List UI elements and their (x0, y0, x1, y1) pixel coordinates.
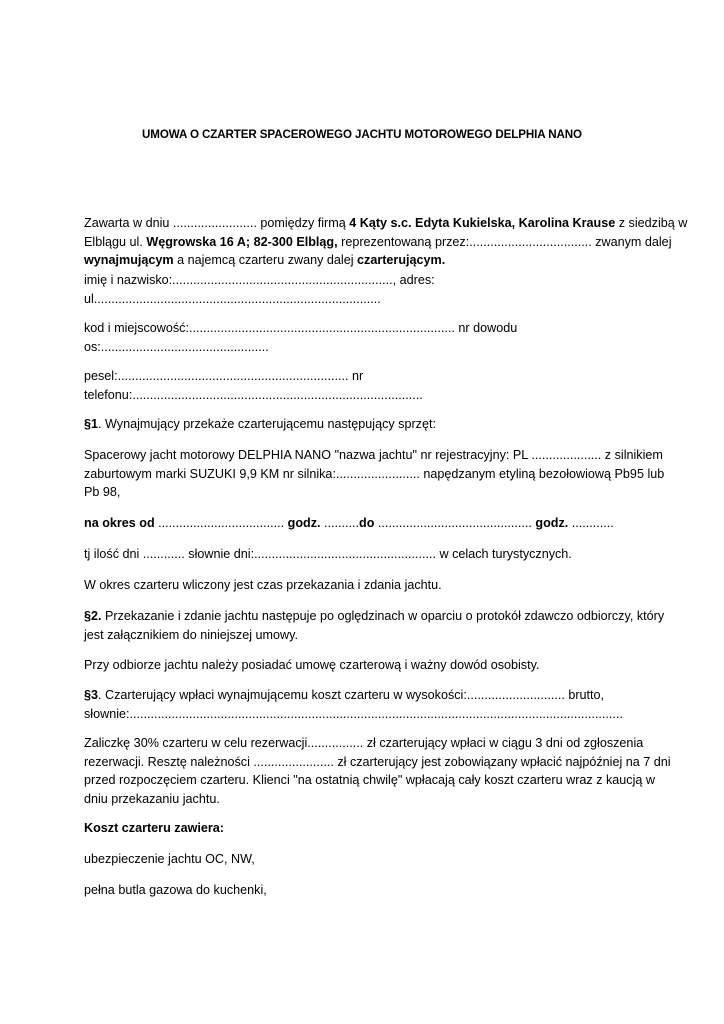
charterer-term: czarterującym. (357, 253, 446, 268)
pesel-line: pesel:.................................................................. nr (84, 369, 364, 383)
cost-item (84, 881, 646, 900)
handover-text: W okres czarteru wliczony jest czas przekazania i zdania jachtu. (84, 578, 442, 592)
id-line: os:................................................ (84, 339, 269, 354)
days-line (84, 545, 646, 564)
cost-item (84, 850, 646, 869)
section-text: jest załącznikiem do niniejszej umowy. (84, 627, 298, 642)
amount-words-line: słownie:............................................................................................................................................. (84, 706, 623, 721)
charter-period (84, 514, 646, 533)
street-line: ul.................................................................................. (84, 291, 381, 306)
document-title: UMOWA O CZARTER SPACEROWEGO JACHTU MOTOROWEGO DELPHIA NANO (142, 128, 582, 141)
name-line: imię i nazwisko:..............................................................., adres: (84, 273, 435, 287)
section-number: §1 (84, 417, 99, 431)
intro-text: z siedzibą w (615, 216, 688, 230)
intro-text: Elblągu ul. (84, 234, 147, 249)
period-label: na okres od (84, 516, 155, 530)
period-dots: ............................................ (374, 516, 536, 530)
period-dots: ............ (568, 516, 614, 530)
section-text: Przekazanie i zdanie jachtu następuje po oględzinach w oparciu o protokół zdawczo odbiorczy, który (101, 609, 665, 623)
intro-text: reprezentowaną przez:................................... zwanym dalej (337, 234, 672, 249)
phone-line: telefonu:................................................................................... (84, 387, 423, 402)
deposit-line: Zaliczkę 30% czarteru w celu rezerwacji................ zł czarterujący wpłaci w ciągu 3 dni od zgłoszenia (84, 736, 644, 750)
costs-heading (84, 819, 646, 838)
period-dots: .................................... (154, 516, 288, 530)
section-2 (84, 607, 665, 644)
yacht-line: Pb 98, (84, 485, 121, 500)
deposit-line: przed rozpoczęciem czarteru. Klienci "na ostatnią chwilę" wpłacają cały koszt czarteru wraz z kaucją w (84, 773, 655, 788)
intro-text: Zawarta w dniu ........................ pomiędzy firmą (84, 216, 350, 230)
deposit-paragraph (84, 734, 671, 808)
section-text: . Wynajmujący przekaże czarterującemu następujący sprzęt: (98, 417, 436, 431)
section-1-heading (84, 415, 646, 434)
yacht-line: zaburtowym marki SUZUKI 9,9 KM nr silnika:........................ napędzanym etyliną bezołowiową Pb95 lub (84, 466, 665, 481)
to-label: do (359, 516, 375, 530)
deposit-line: dniu przekazaniu jachtu. (84, 791, 220, 806)
city-id-field (84, 319, 646, 356)
intro-text: a najemcą czarteru zwany dalej (173, 253, 358, 268)
yacht-description (84, 446, 665, 502)
handover-included (84, 576, 646, 595)
documents-required (84, 656, 646, 675)
company-address: Węgrowska 16 A; 82-300 Elbląg, (146, 234, 338, 249)
lessor-term: wynajmującym (84, 253, 174, 268)
section-text: . Czarterujący wpłaci wynajmującemu koszt czarteru w wysokości:............................ brutto, (98, 688, 605, 702)
name-address-field (84, 271, 646, 308)
documents-text: Przy odbiorze jachtu należy posiadać umowę czarterową i ważny dowód osobisty. (84, 658, 540, 672)
section-number: §2. (84, 609, 102, 623)
section-number: §3 (84, 688, 99, 702)
deposit-line: rezerwacji. Resztę należności ....................... zł czarterujący jest zobowiązany wpłacić najpóźniej na 7 dni (84, 754, 671, 769)
yacht-line: Spacerowy jacht motorowy DELPHIA NANO "nazwa jachtu" nr rejestracyjny: PL .................... z silnikiem (84, 448, 663, 462)
intro-paragraph (84, 214, 688, 270)
pesel-phone-field (84, 367, 646, 404)
hour-label: godz. (535, 516, 569, 530)
days-text: tj ilość dni ............ słownie dni:.................................................... w celach turystycznych. (84, 547, 572, 561)
costs-heading-text: Koszt czarteru zawiera: (84, 821, 224, 835)
company-name: 4 Kąty s.c. Edyta Kukielska, Karolina Krause (349, 216, 616, 230)
city-line: kod i miejscowość:............................................................................ nr dowodu (84, 321, 518, 335)
hour-label: godz. (287, 516, 321, 530)
cost-item-text: ubezpieczenie jachtu OC, NW, (84, 852, 255, 866)
section-3 (84, 686, 646, 723)
period-dots: .......... (320, 516, 360, 530)
cost-item-text: pełna butla gazowa do kuchenki, (84, 883, 267, 897)
